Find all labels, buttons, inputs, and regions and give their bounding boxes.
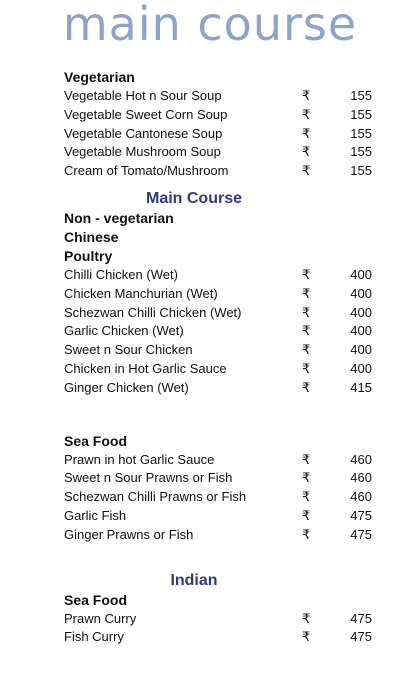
menu-item-price: 400 [350,360,372,376]
menu-item-price: 460 [350,489,372,505]
spacer [64,181,376,189]
rupee-icon: ₹ [302,285,311,301]
menu-item-name: Prawn Curry [64,610,137,626]
menu-item-name: Schezwan Chilli Chicken (Wet) [64,304,242,320]
menu-item-price: 400 [350,304,372,320]
menu-item-price: 400 [350,285,372,301]
menu-item [64,322,376,341]
menu-item-name: Chilli Chicken (Wet) [64,266,178,282]
menu-item-name: Schezwan Chilli Prawns or Fish [64,489,247,505]
menu-item-name: Vegetable Sweet Corn Soup [64,106,228,122]
rupee-icon: ₹ [302,88,311,103]
rupee-icon: ₹ [302,106,311,122]
menu-item [64,87,376,106]
menu-item [64,507,376,526]
rupee-icon: ₹ [302,526,311,542]
menu-item-name: Sweet n Sour Prawns or Fish [64,470,233,486]
menu-item-price: 475 [350,629,372,645]
menu-item-price: 155 [350,88,372,103]
rupee-icon: ₹ [302,125,311,141]
menu-item-price: 155 [350,125,372,141]
rupee-icon: ₹ [302,629,311,645]
menu-item [64,610,376,629]
menu-item-name: Chicken Manchurian (Wet) [64,285,218,301]
spacer [64,398,376,432]
menu-item-name: Ginger Chicken (Wet) [64,379,189,395]
menu-item-price: 400 [350,266,372,282]
menu-item-name: Vegetable Cantonese Soup [64,125,223,141]
section-title: Main Course [145,189,242,207]
menu-item-price: 475 [350,526,372,542]
menu-item [64,451,376,470]
menu-item [64,143,376,162]
rupee-icon: ₹ [302,266,311,282]
rupee-icon: ₹ [302,507,311,523]
menu-item-name: Sweet n Sour Chicken [64,342,193,358]
rupee-icon: ₹ [302,379,311,395]
rupee-icon: ₹ [302,304,311,320]
menu-item-name: Cream of Tomato/Mushroom [64,163,229,179]
menu-item [64,628,376,647]
menu-item-price: 475 [350,610,372,626]
category-heading: Sea Food [64,432,128,449]
rupee-icon: ₹ [302,470,311,486]
menu-item-price: 460 [350,451,372,467]
menu-content [64,68,376,647]
menu-item-price: 475 [350,507,372,523]
menu-item-price: 155 [350,144,372,160]
rupee-icon: ₹ [302,610,311,626]
menu-item [64,304,376,323]
menu-item-price: 460 [350,470,372,486]
rupee-icon: ₹ [302,342,311,358]
category-heading: Sea Food [64,591,128,608]
menu-item [64,360,376,379]
category-heading: Vegetarian [64,69,135,85]
section-title: Indian [170,571,218,589]
menu-item [64,526,376,545]
menu-item-name: Garlic Chicken (Wet) [64,323,184,339]
menu-item-price: 400 [350,342,372,358]
menu-item [64,488,376,507]
category-heading: Poultry [64,247,113,264]
page-title: main course [62,0,358,51]
rupee-icon: ₹ [302,451,311,467]
menu-item [64,379,376,398]
menu-item-name: Vegetable Mushroom Soup [64,144,221,160]
menu-item [64,125,376,144]
menu-item-price: 155 [350,106,372,122]
rupee-icon: ₹ [302,489,311,505]
rupee-icon: ₹ [302,323,311,339]
menu-item [64,266,376,285]
menu-item-name: Vegetable Hot n Sour Soup [64,88,222,103]
menu-item-price: 415 [350,379,372,395]
menu-item-name: Ginger Prawns or Fish [64,526,194,542]
rupee-icon: ₹ [302,360,311,376]
category-heading: Chinese [64,228,119,245]
menu-item [64,469,376,488]
rupee-icon: ₹ [302,163,311,179]
menu-item-name: Garlic Fish [64,507,127,523]
menu-item [64,162,376,181]
menu-item [64,341,376,360]
menu-item-price: 400 [350,323,372,339]
spacer [64,545,376,571]
rupee-icon: ₹ [302,144,311,160]
category-heading: Non - vegetarian [64,209,174,226]
menu-item [64,285,376,304]
menu-item [64,106,376,125]
menu-item-name: Prawn in hot Garlic Sauce [64,451,215,467]
menu-item-name: Chicken in Hot Garlic Sauce [64,360,227,376]
menu-item-name: Fish Curry [64,629,124,645]
menu-item-price: 155 [350,163,372,179]
